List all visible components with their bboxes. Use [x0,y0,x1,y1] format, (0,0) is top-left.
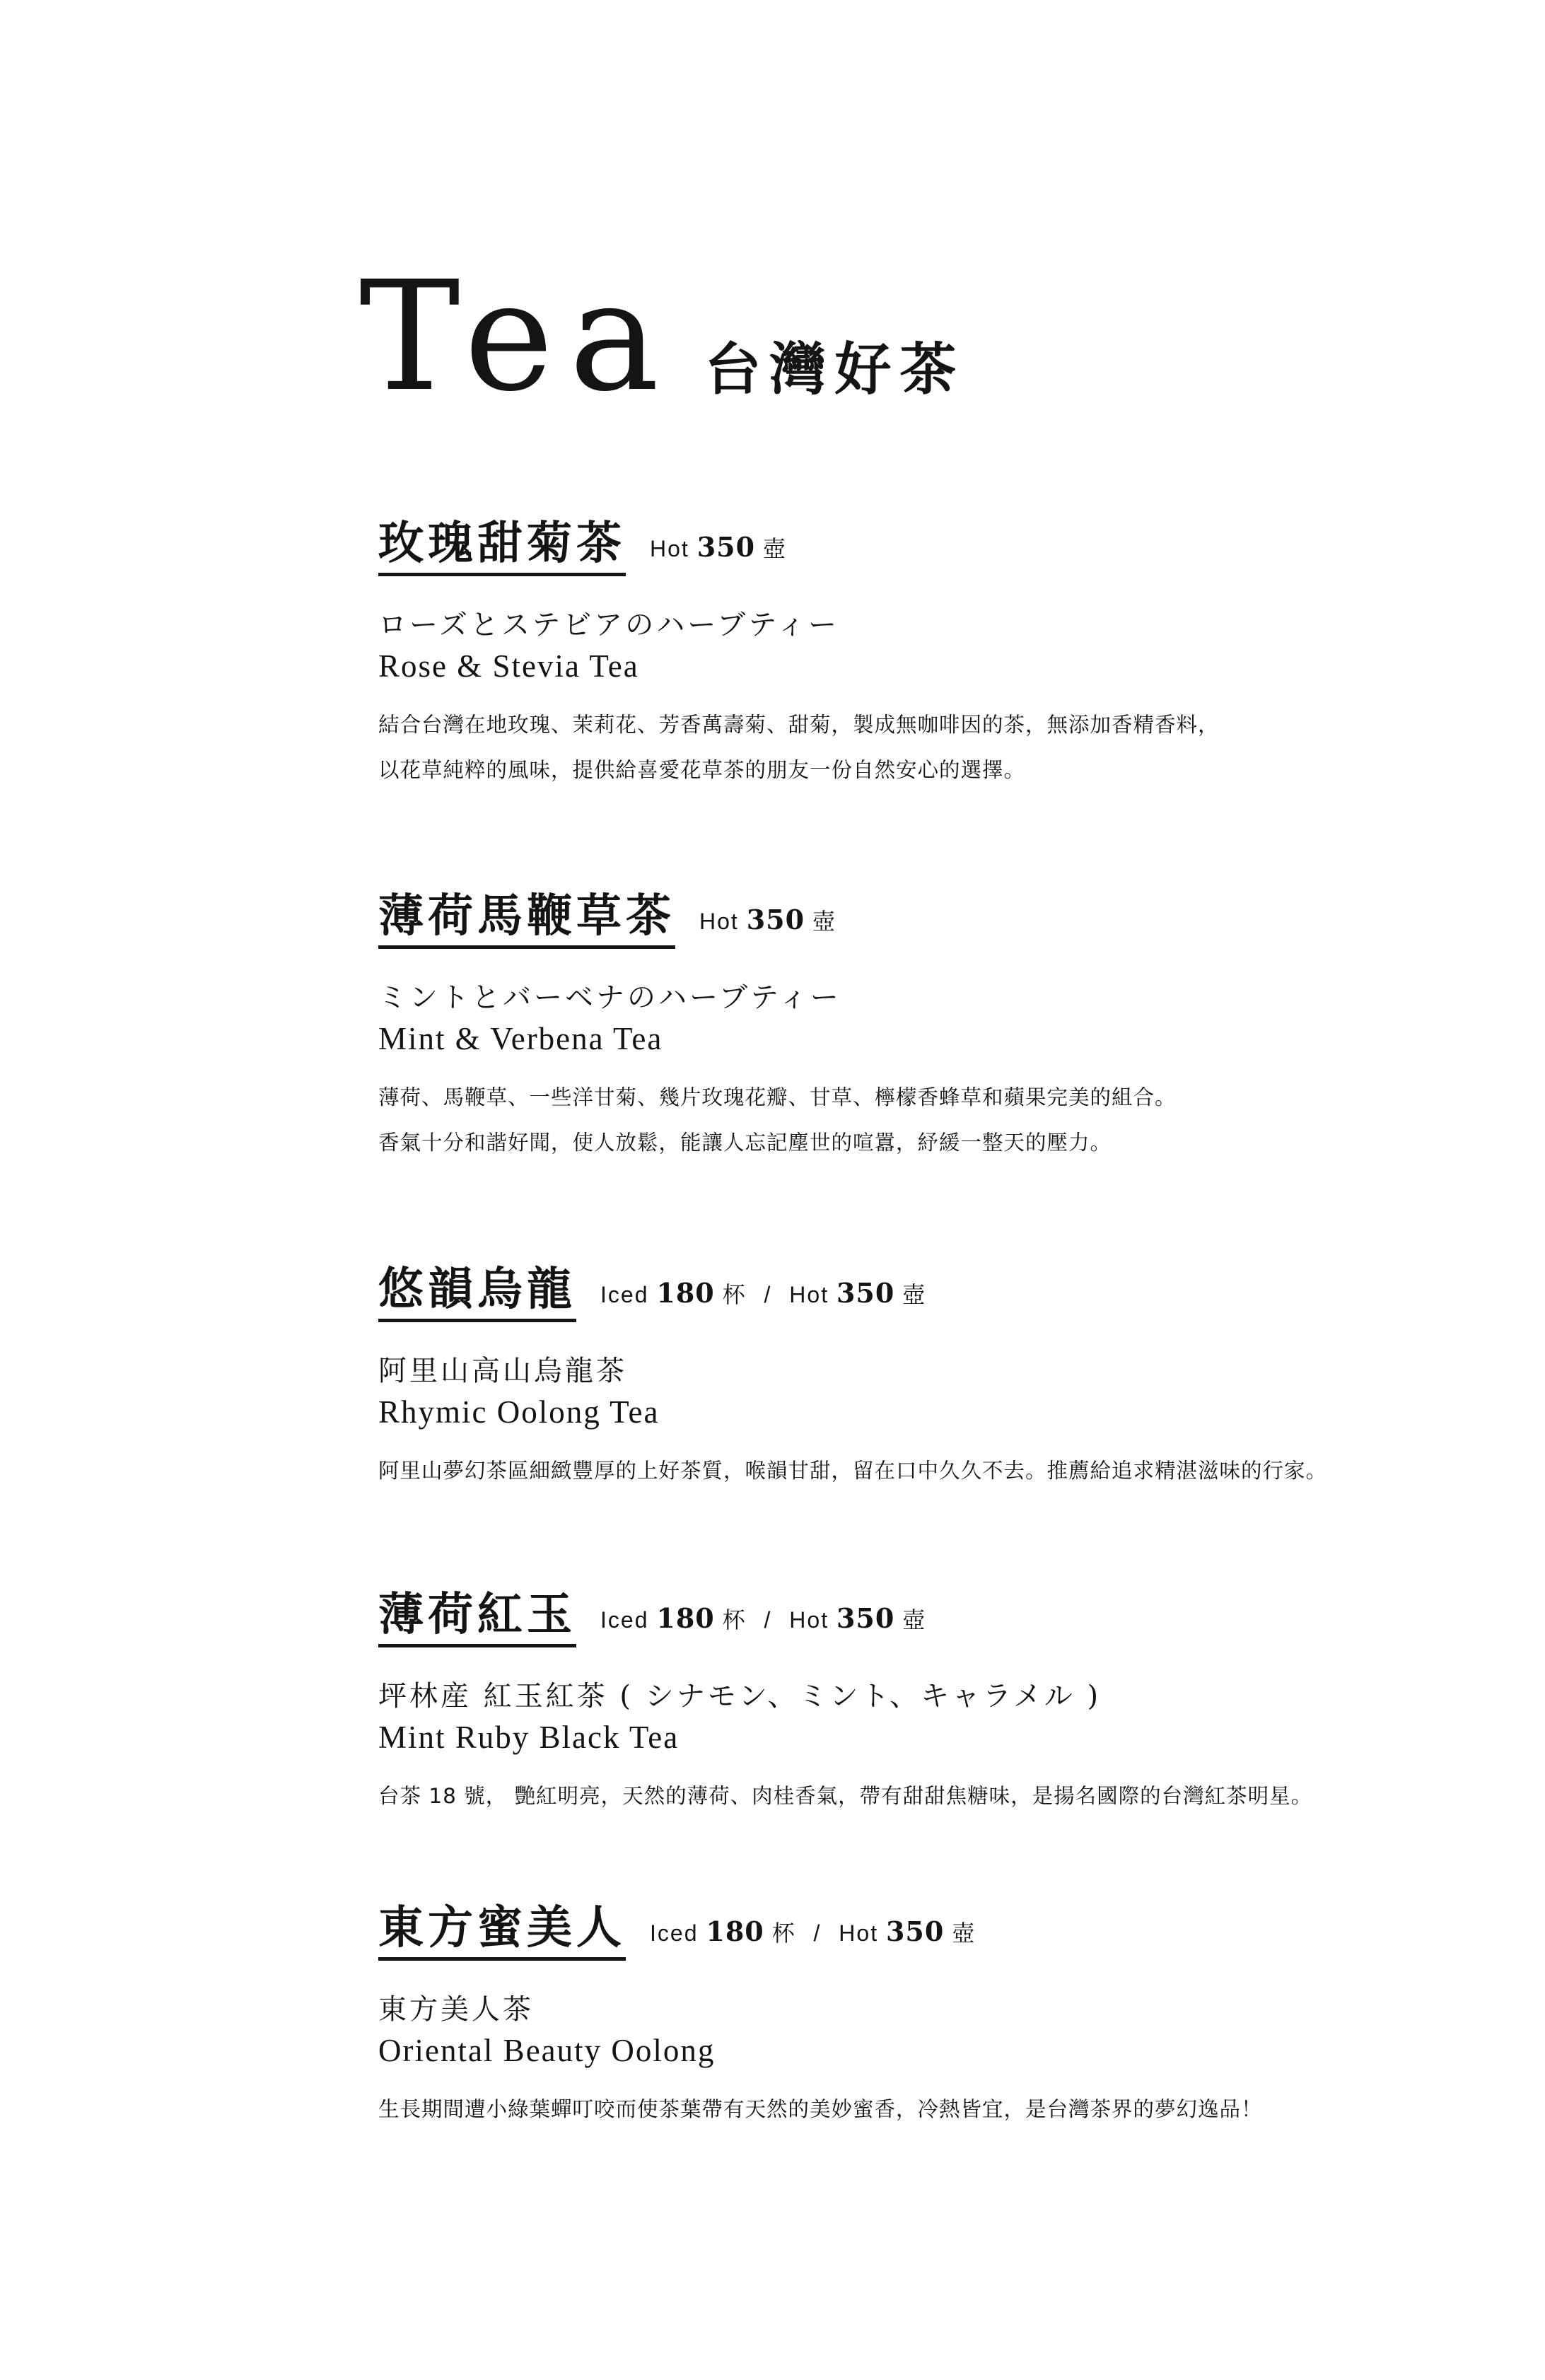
price-separator: / [764,1282,772,1308]
item-subtitle-en: Rose & Stevia Tea [378,648,639,684]
item-subtitle-en: Rhymic Oolong Tea [378,1394,660,1430]
price-separator: / [813,1920,822,1947]
iced-label: Iced [650,1920,699,1947]
menu-item-mint-ruby [378,1588,1481,1819]
hot-unit: 壺 [762,536,787,562]
page-subtitle: 台灣好茶 [704,336,965,402]
description-line: 台茶 18 號， 艷紅明亮，天然的薄荷、肉桂香氣，帶有甜甜焦糖味，是揚名國際的台灣紅茶明星。 [378,1784,1313,1809]
item-subtitle-jp: 阿里山高山烏龍茶 [378,1355,627,1388]
item-heading [378,1263,1481,1322]
item-name: 玫瑰甜菊茶 [378,520,626,576]
hot-label: Hot [789,1607,829,1633]
iced-price: 180 [706,1915,764,1948]
iced-unit: 杯 [722,1607,747,1633]
item-price [699,904,836,936]
item-price [650,531,787,564]
item-subtitle-en: Mint & Verbena Tea [378,1021,663,1057]
item-price [650,1915,976,1948]
description-line: 結合台灣在地玫瑰、茉莉花、芳香萬壽菊、甜菊，製成無咖啡因的茶，無添加香精香料， [378,713,1220,737]
description-line: 生長期間遭小綠葉蟬叮咬而使茶葉帶有天然的美妙蜜香，冷熱皆宜，是台灣茶界的夢幻逸品！ [378,2097,1263,2122]
hot-label: Hot [650,536,689,562]
iced-label: Iced [600,1282,649,1308]
item-description [378,1773,1481,1819]
item-heading [378,1901,1481,1961]
hot-price: 350 [885,1915,945,1948]
item-price [600,1602,926,1635]
hot-label: Hot [839,1920,879,1947]
item-description [378,1075,1481,1165]
item-heading [378,517,1481,576]
item-name: 東方蜜美人 [378,1904,626,1961]
item-subtitle-jp: 坪林産 紅玉紅茶 ( シナモン、ミント、キャラメル ) [378,1680,1102,1713]
item-description [378,702,1481,793]
item-name: 薄荷紅玉 [378,1591,576,1647]
item-name: 悠韻烏龍 [378,1266,576,1322]
iced-label: Iced [600,1607,649,1633]
hot-unit: 壺 [812,909,836,935]
iced-price: 180 [656,1602,715,1635]
item-subtitle-jp: 東方美人茶 [378,1993,534,2026]
item-heading [378,889,1481,949]
description-line: 香氣十分和諧好聞，使人放鬆，能讓人忘記塵世的喧囂，紓緩一整天的壓力。 [378,1131,1112,1155]
description-line: 薄荷、馬鞭草、一些洋甘菊、幾片玫瑰花瓣、甘草、檸檬香蜂草和蘋果完美的組合。 [378,1085,1177,1110]
item-name: 薄荷馬鞭草茶 [378,892,675,949]
hot-price: 350 [836,1277,895,1309]
item-subtitle-jp: ローズとステビアのハーブティー [378,609,839,642]
description-line: 以花草純粹的風味，提供給喜愛花草茶的朋友一份自然安心的選擇。 [378,758,1026,783]
hot-price: 350 [746,904,805,936]
item-description [378,2087,1481,2132]
description-line: 阿里山夢幻茶區細緻豐厚的上好茶質，喉韻甘甜，留在口中久久不去。推薦給追求精湛滋味的行家。 [378,1459,1328,1483]
iced-unit: 杯 [771,1920,796,1947]
iced-unit: 杯 [722,1282,747,1308]
item-subtitle-en: Mint Ruby Black Tea [378,1720,680,1756]
item-price [600,1277,926,1309]
item-heading [378,1588,1481,1647]
menu-item-oriental-beauty [378,1901,1481,2132]
iced-price: 180 [656,1277,715,1309]
item-subtitle-jp: ミントとバーベナのハーブティー [378,981,841,1015]
item-description [378,1448,1481,1493]
price-separator: / [764,1607,772,1633]
menu-item-rose-stevia [378,517,1481,793]
hot-unit: 壺 [952,1920,976,1947]
hot-label: Hot [699,909,739,935]
hot-price: 350 [696,531,756,564]
page-title: Tea [359,249,675,425]
menu-item-mint-verbena [378,889,1481,1165]
hot-unit: 壺 [902,1282,927,1308]
hot-price: 350 [836,1602,895,1635]
menu-header [359,249,965,425]
hot-unit: 壺 [902,1607,927,1633]
hot-label: Hot [789,1282,829,1308]
item-subtitle-en: Oriental Beauty Oolong [378,2033,716,2069]
menu-item-rhymic-oolong [378,1263,1481,1493]
